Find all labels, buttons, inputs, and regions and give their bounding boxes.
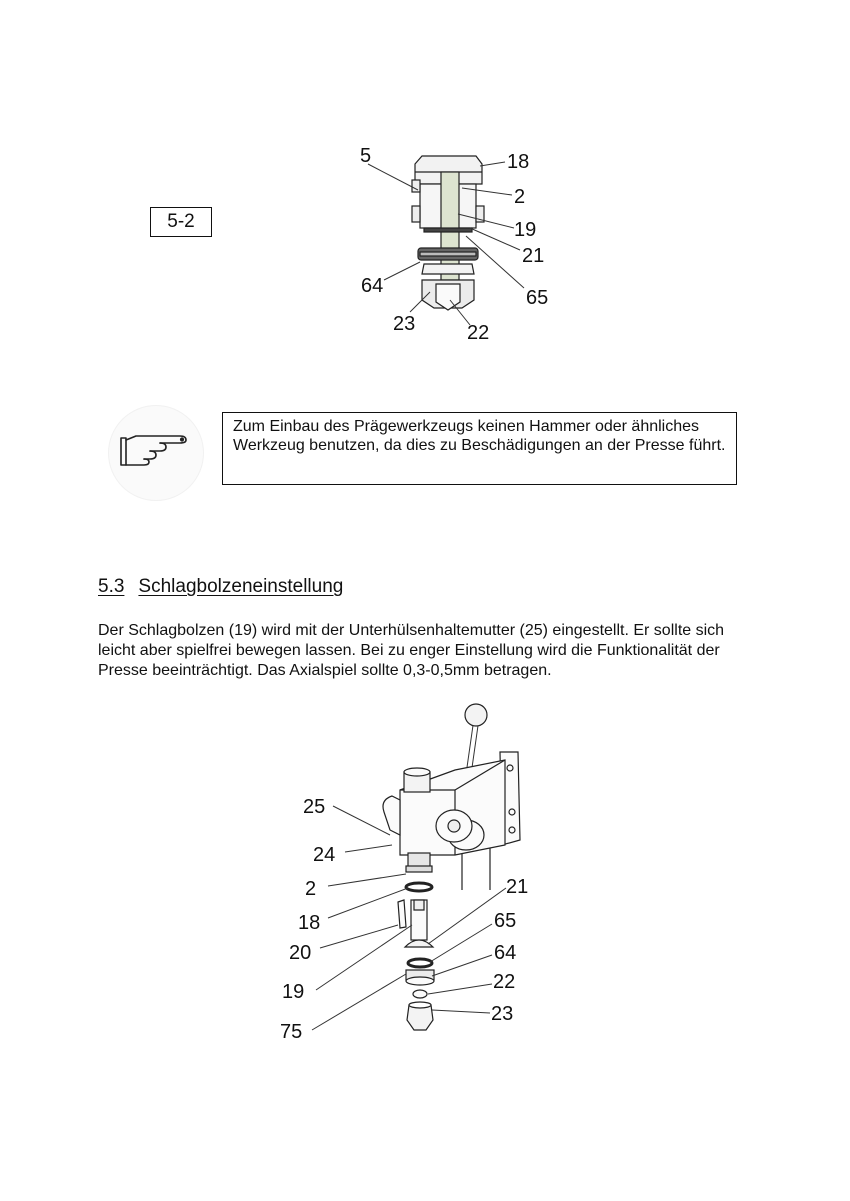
callout-75: 75 — [280, 1021, 303, 1043]
callout-20: 20 — [289, 942, 312, 964]
section-heading — [98, 576, 343, 598]
callout-64: 64 — [494, 942, 517, 964]
callout-5: 5 — [360, 145, 372, 167]
callout-2: 2 — [305, 878, 317, 900]
warning-note-text: Zum Einbau des Prägewerkzeugs keinen Hammer oder ähnliches Werkzeug benutzen, da dies zu Beschädigungen an der Presse führt. — [233, 418, 726, 454]
callout-2: 2 — [514, 186, 526, 208]
callout-18: 18 — [507, 151, 530, 173]
callout-19: 19 — [514, 219, 537, 241]
callout-22: 22 — [467, 322, 490, 344]
section-paragraph: Der Schlagbolzen (19) wird mit der Unterhülsenhaltemutter (25) eingestellt. Er sollte sich leicht aber spielfrei bewegen lassen. Bei zu enger Einstellung wird die Funktionalität der Presse beeinträchtigt. Das Axialspiel sollte 0,3-0,5mm betragen. — [98, 622, 725, 679]
press-exploded-diagram — [0, 690, 850, 1050]
callout-65: 65 — [526, 287, 549, 309]
callout-18: 18 — [298, 912, 321, 934]
section-title: Schlagbolzeneinstellung — [138, 576, 344, 597]
section-number: 5.3 — [98, 576, 125, 597]
callout-19: 19 — [282, 981, 305, 1003]
callout-22: 22 — [493, 971, 516, 993]
callout-21: 21 — [506, 876, 529, 898]
die-assembly-diagram — [0, 0, 850, 360]
callout-23: 23 — [393, 313, 416, 335]
warning-note — [222, 412, 737, 485]
callout-25: 25 — [303, 796, 326, 818]
callout-24: 24 — [313, 844, 336, 866]
callout-23: 23 — [491, 1003, 514, 1025]
callout-64: 64 — [361, 275, 384, 297]
callout-21: 21 — [522, 245, 545, 267]
figure-label: 5-2 — [150, 207, 212, 237]
pointing-hand-icon — [118, 432, 194, 472]
callout-65: 65 — [494, 910, 517, 932]
